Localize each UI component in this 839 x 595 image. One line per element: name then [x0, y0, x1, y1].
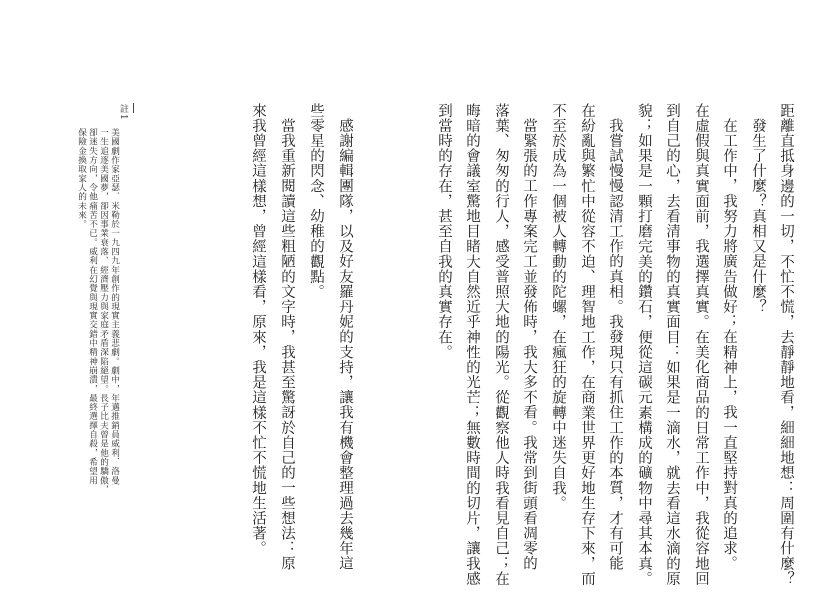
- text-column: 貌；如果是一顆打磨完美的鑽石，便從這碳元素構成的礦物中尋其本真。: [636, 103, 652, 587]
- text-column: 到當時的存在，甚至自我的真實存在。: [436, 103, 452, 360]
- text-column: 當緊張的工作專案完工並發佈時，我大多不看。我常到街頭看凋零的: [521, 118, 537, 571]
- footnote-label: 註1: [118, 104, 128, 121]
- text-column: 在紛亂與繁忙中從容不迫、理智地工作，在商業世界更好地生存下來，而: [579, 103, 595, 587]
- text-column: 不至於成為一個被人轉動的陀螺，在瘋狂的旋轉中迷失自我。: [550, 103, 566, 511]
- footnote-line: 保險金換取家人的未來。: [76, 128, 87, 229]
- text-column: 到自己的心，去看清事物的真實面目：如果是一滴水，就去看這水滴的原: [664, 103, 680, 587]
- text-column: 當我重新閱讀這些粗陋的文字時，我甚至驚訝於自己的一些想法：原: [279, 118, 295, 571]
- footnote-line: 一生追逐美國夢，卻因事業衰落、經濟壓力與家庭矛盾深陷絕望。長子比夫曾是他的驕傲，: [98, 128, 109, 494]
- footnote-line: 卻迷失方向，令他痛苦不已。威利在幻覺與現實交錯中精神崩潰，最終選擇自殺，希望用: [87, 128, 98, 485]
- text-column: 些零星的閃念、幼稚的觀點。: [308, 103, 324, 300]
- text-column: 我嘗試慢慢認清工作的真相。我發現只有抓住工作的本質，才有可能: [607, 118, 623, 571]
- text-column: 距離直抵身邊的一切，不忙不慌，去靜靜地看，細細地想：周圍有什麼？: [778, 103, 794, 587]
- text-column: 落葉、匆匆的行人，感受普照大地的陽光。從觀察他人時我看見自己；在: [493, 103, 509, 587]
- footnote-divider: [133, 103, 134, 113]
- footnote-line: 美國劇作家亞瑟．米勒於一九四九年創作的現實主義悲劇。劇中，年邁推銷員威利．洛曼: [109, 128, 120, 485]
- text-column: 感謝編輯團隊，以及好友羅丹妮的支持，讓我有機會整理過去幾年這: [337, 118, 353, 571]
- text-column: 在虛假與真實面前，我選擇真實。在美化商品的日常工作中，我從容地回: [693, 103, 709, 587]
- text-column: 在工作中，我努力將廣告做好；在精神上，我一直堅持對真的追求。: [721, 118, 737, 571]
- text-column: 來我曾經這樣想，曾經這樣看，原來，我是這樣不忙不慌地生活著。: [250, 103, 266, 556]
- text-column: 發生了什麼？真相又是什麼？: [750, 118, 766, 315]
- text-column: 晦暗的會議室驚地目睹大自然近乎神性的光芒；無數時間的切片，讓我感: [464, 103, 480, 587]
